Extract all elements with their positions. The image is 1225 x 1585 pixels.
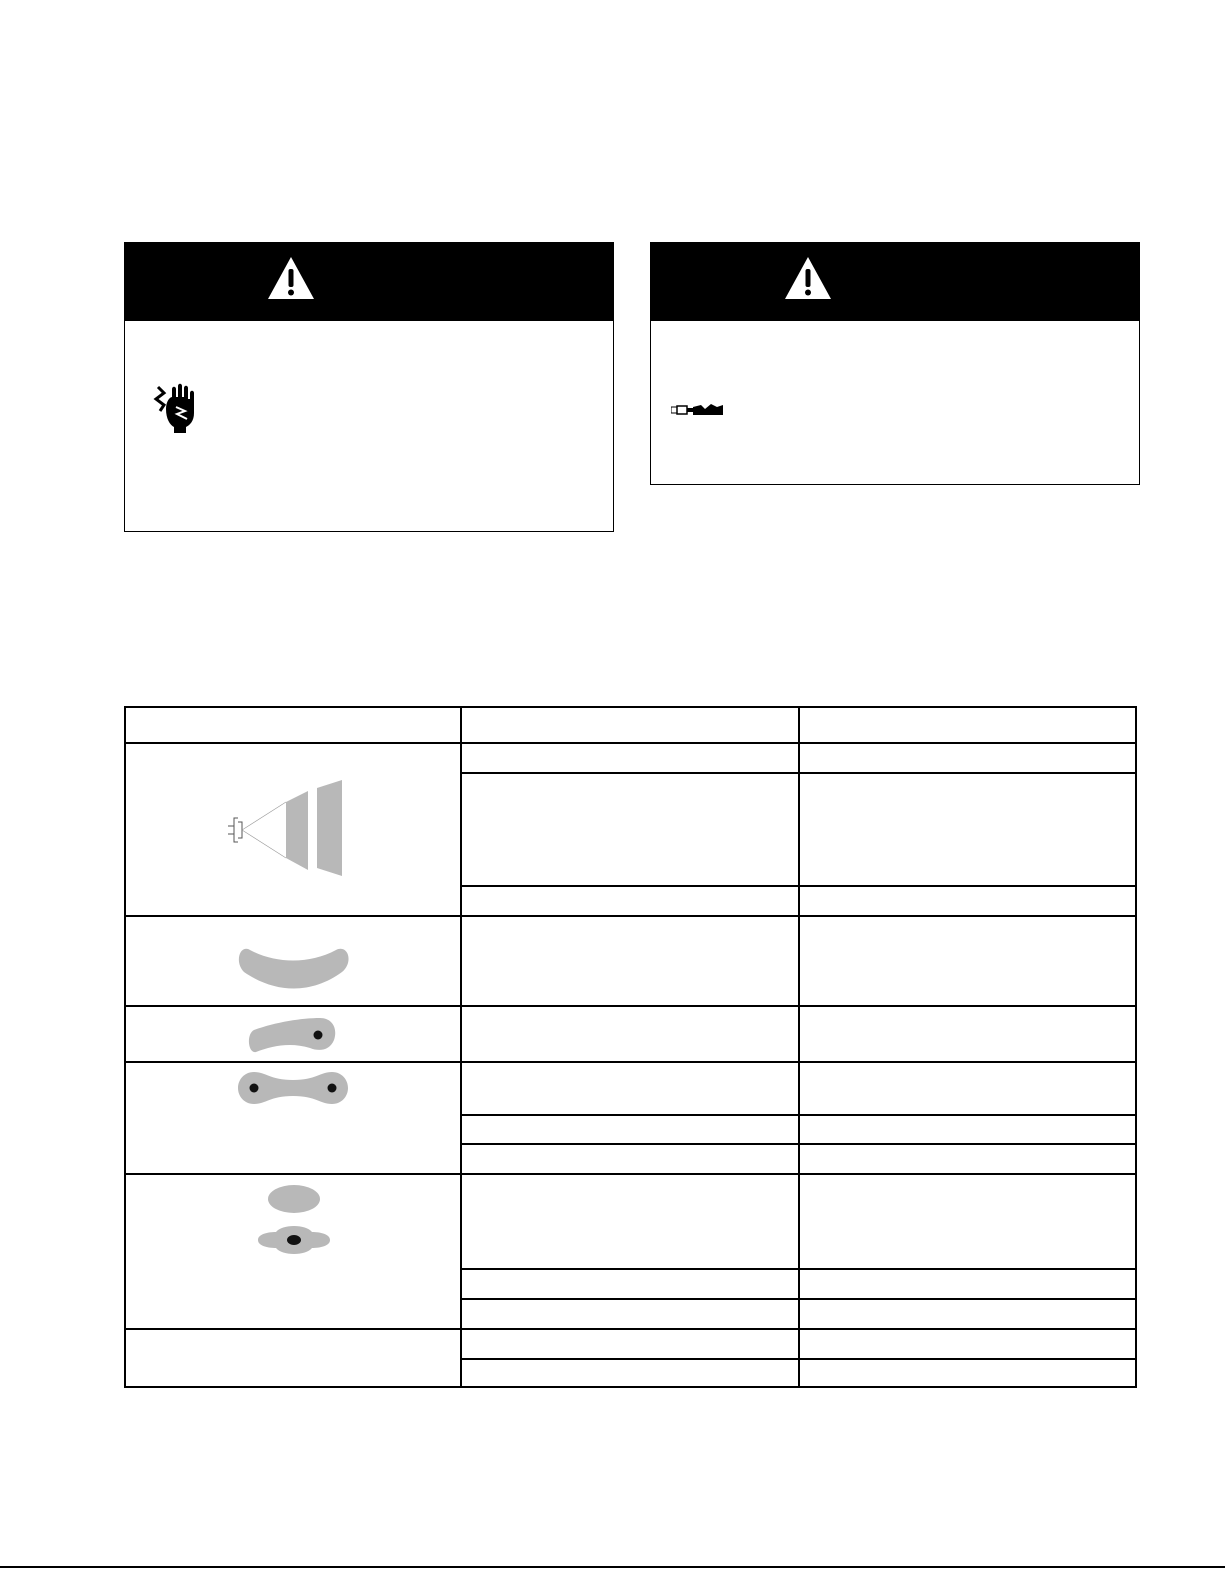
warning-box-electric (124, 242, 614, 532)
sub-row-divider (460, 1298, 1137, 1300)
curved-pattern-icon (236, 942, 351, 994)
warning-triangle-icon (783, 255, 833, 301)
column-divider (798, 706, 800, 1388)
spray-pattern-troubleshooting-table (124, 706, 1137, 1388)
heavy-end-pattern-icon (246, 1016, 338, 1054)
row-divider (124, 915, 1137, 917)
row-divider (124, 1328, 1137, 1330)
row-divider (124, 1173, 1137, 1175)
column-divider (460, 706, 462, 1388)
header-row-divider (124, 742, 1137, 744)
round-center-pattern-icon (254, 1184, 334, 1260)
table-border-top (124, 706, 1137, 708)
sub-row-divider (460, 1358, 1137, 1360)
sub-row-divider (460, 1143, 1137, 1145)
electric-shock-hand-icon (152, 383, 202, 435)
warning-header (651, 243, 1139, 321)
warning-box-injection (650, 242, 1140, 485)
sub-row-divider (460, 1114, 1137, 1116)
table-border-left (124, 706, 126, 1388)
row-divider (124, 1061, 1137, 1063)
row-divider (124, 1005, 1137, 1007)
tails-pattern-icon (238, 1070, 348, 1106)
table-border-bottom (124, 1386, 1137, 1388)
sub-row-divider (460, 772, 1137, 774)
spray-fan-pattern-icon (224, 780, 349, 880)
table-border-right (1135, 706, 1137, 1388)
footer-rule (0, 1566, 1225, 1568)
sub-row-divider (460, 1268, 1137, 1270)
warning-triangle-icon (266, 255, 316, 301)
spray-gun-injection-icon (671, 403, 725, 417)
sub-row-divider (460, 885, 1137, 887)
warning-header (125, 243, 613, 321)
